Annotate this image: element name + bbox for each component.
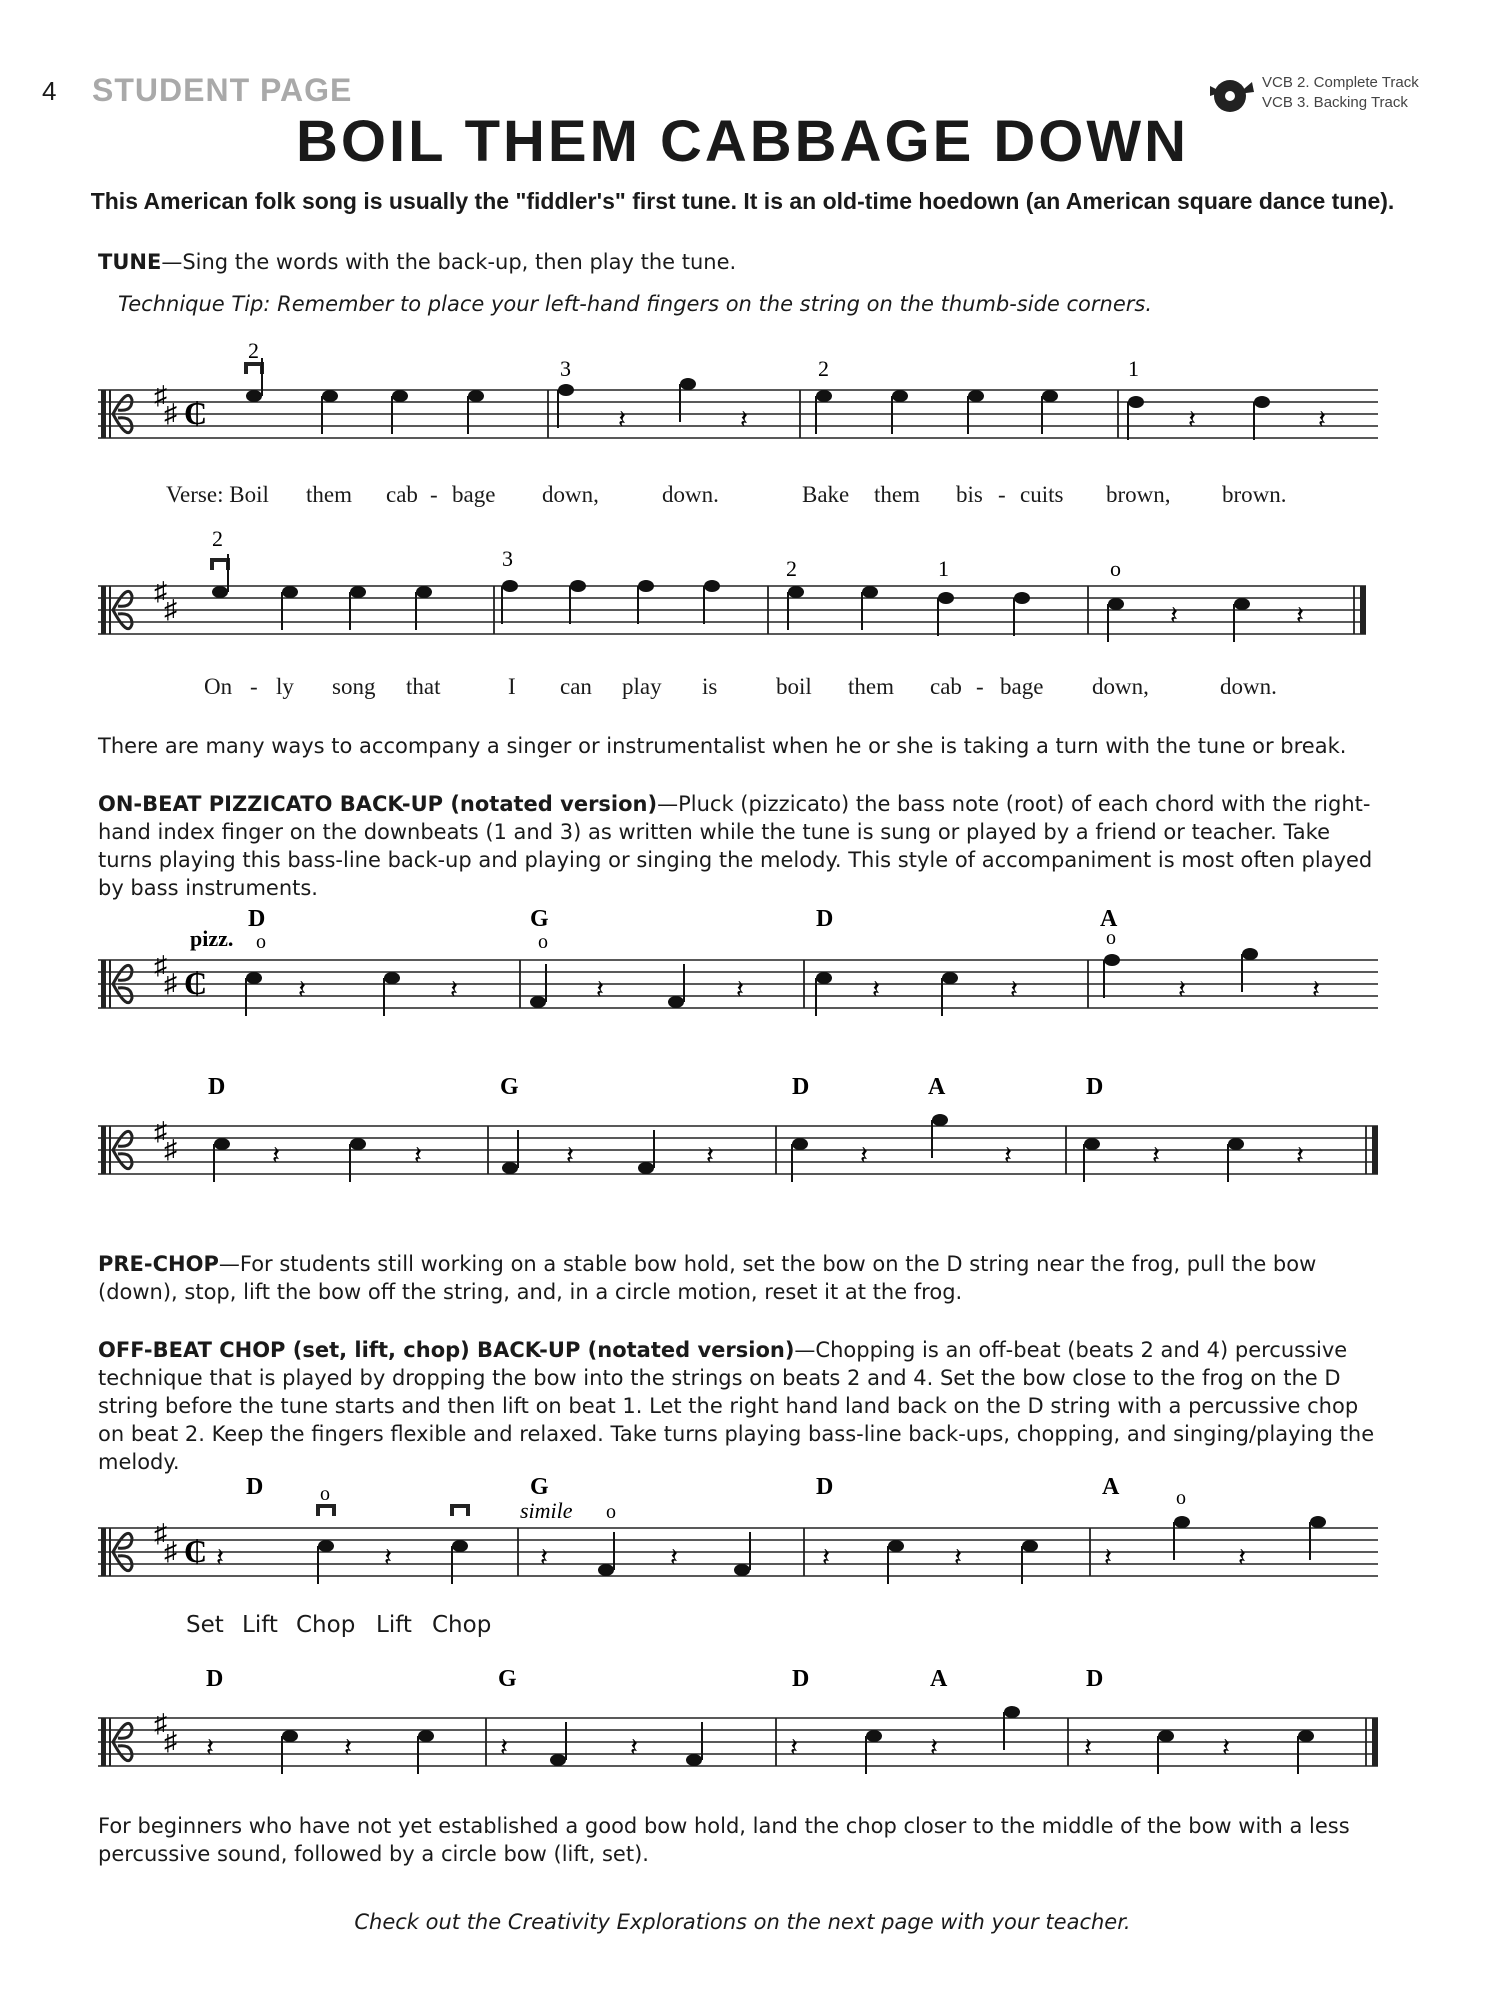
chop-word: Chop	[432, 1612, 492, 1638]
open-string-mark: o	[1106, 927, 1116, 949]
downbow-mark	[246, 364, 262, 374]
lyric-word: boil	[776, 674, 812, 699]
open-string-mark: o	[606, 1501, 616, 1523]
staff-5	[0, 1468, 1485, 1608]
svg-text:𝄽: 𝄽	[872, 975, 880, 1004]
staff-3	[0, 900, 1485, 1040]
staff-2	[0, 526, 1485, 666]
svg-text:𝄽: 𝄽	[1312, 975, 1320, 1004]
svg-text:𝄽: 𝄽	[736, 975, 744, 1004]
chord-symbol: G	[530, 906, 549, 932]
svg-text:𝄽: 𝄽	[450, 975, 458, 1004]
notes	[246, 948, 1320, 1016]
svg-text:𝄽: 𝄽	[540, 1543, 548, 1572]
lyric-word: bage	[1000, 674, 1044, 699]
pizz-marking: pizz.	[190, 926, 234, 951]
fingering-mark: 3	[502, 546, 513, 571]
svg-text:♯: ♯	[164, 1135, 177, 1164]
svg-text:𝄽: 𝄽	[954, 1543, 962, 1572]
fingering-mark: 2	[248, 338, 259, 363]
open-string-mark: o	[538, 931, 548, 953]
open-string-mark: o	[256, 931, 266, 953]
svg-text:♯: ♯	[164, 1537, 177, 1566]
downbow-mark	[318, 1506, 334, 1516]
lyric-word: cab	[386, 482, 418, 507]
chord-symbol: G	[498, 1666, 517, 1692]
staff-4	[0, 1066, 1485, 1206]
svg-text:𝄽: 𝄽	[860, 1141, 868, 1170]
svg-text:𝄽: 𝄽	[216, 1543, 224, 1572]
section-label: STUDENT PAGE	[92, 72, 353, 108]
svg-text:𝄽: 𝄽	[1084, 1733, 1092, 1762]
svg-text:𝄽: 𝄽	[1178, 975, 1186, 1004]
svg-text:𝄽: 𝄽	[1104, 1543, 1112, 1572]
downbow-mark	[212, 560, 228, 570]
svg-text:♯: ♯	[164, 399, 177, 428]
downbow-mark	[452, 1506, 468, 1516]
chord-symbol: A	[1102, 1474, 1120, 1500]
svg-text:𝄽: 𝄽	[930, 1733, 938, 1762]
lyric-word: is	[702, 674, 718, 699]
svg-text:𝄽: 𝄽	[1152, 1141, 1160, 1170]
fingering-mark: 1	[1128, 356, 1139, 381]
notes	[216, 1516, 1326, 1584]
lyric-word: brown,	[1106, 482, 1171, 507]
svg-text:𝄽: 𝄽	[618, 405, 626, 434]
lyric-word: On	[204, 674, 233, 699]
lyric-word: them	[874, 482, 920, 507]
lyric-word: cuits	[1020, 482, 1064, 507]
chop-word: Set	[186, 1612, 224, 1638]
svg-text:♯: ♯	[154, 1519, 167, 1548]
svg-text:₵: ₵	[184, 1533, 208, 1569]
chord-symbol: A	[1100, 906, 1118, 932]
fingering-mark: 2	[212, 526, 223, 551]
lyric-word: cab	[930, 674, 962, 699]
lyric-word: Bake	[802, 482, 850, 507]
key-signature	[154, 381, 177, 428]
chop-text: —Chopping is an off-beat (beats 2 and 4) percussive technique that is played by dropping the bow into the strings on beats 2 and 4. Set the bow close to the frog on the D string before the tune starts and then lift on beat 1. Let the right hand land back on the D string with a percussive chop on beat 2. Keep the fingers flexible and relaxed. Take turns playing bass-line back-ups, chopping, and singing/playing the melody.	[98, 1338, 1375, 1474]
lyric-word: brown.	[1222, 482, 1287, 507]
chord-symbol: D	[792, 1074, 810, 1100]
notes	[206, 1706, 1314, 1774]
lyric-word: down,	[1092, 674, 1149, 699]
tune-heading: TUNE	[98, 250, 162, 274]
staff-1	[0, 330, 1485, 470]
svg-text:♯: ♯	[154, 1117, 167, 1146]
svg-text:♯: ♯	[154, 951, 167, 980]
simile-marking: simile	[520, 1498, 573, 1523]
chord-symbol: D	[246, 1474, 264, 1500]
pizz-text: —Pluck (pizzicato) the bass note (root) of each chord with the right-hand index finger on the downbeats (1 and 3) as written while the tune is sung or played by a friend or teacher. Take turns playing this bass-line back-up and playing or singing the melody. This style of accompaniment is most often played by bass instruments.	[98, 792, 1373, 900]
svg-text:𝄽: 𝄽	[630, 1733, 638, 1762]
staff-6	[0, 1658, 1485, 1798]
lyric-word: song	[332, 674, 376, 699]
chord-symbol: A	[930, 1666, 948, 1692]
chord-symbol: A	[928, 1074, 946, 1100]
notes	[246, 358, 1326, 440]
pizz-paragraph	[98, 790, 1384, 902]
chop-word: Lift	[376, 1612, 412, 1638]
svg-text:𝄽: 𝄽	[1170, 601, 1178, 630]
chord-symbol: D	[248, 906, 266, 932]
lyric-word: down.	[1220, 674, 1277, 699]
svg-text:𝄽: 𝄽	[790, 1733, 798, 1762]
svg-text:𝄽: 𝄽	[1010, 975, 1018, 1004]
svg-text:𝄽: 𝄽	[1296, 1141, 1304, 1170]
staff-lines	[98, 1126, 1378, 1174]
open-string-mark: o	[320, 1483, 330, 1505]
svg-text:♯: ♯	[164, 969, 177, 998]
chord-symbol: D	[208, 1074, 226, 1100]
svg-text:₵: ₵	[184, 965, 208, 1001]
svg-text:𝄽: 𝄽	[1296, 601, 1304, 630]
svg-text:𝄽: 𝄽	[1222, 1733, 1230, 1762]
prechop-text: —For students still working on a stable bow hold, set the bow on the D string near the frog, pull the bow (down), stop, lift the bow off the string, and, in a circle motion, reset it at the frog.	[98, 1252, 1317, 1304]
svg-text:₵: ₵	[184, 395, 208, 431]
lyric-word: bis	[956, 482, 983, 507]
key-signature	[154, 951, 177, 998]
svg-text:𝄽: 𝄽	[206, 1733, 214, 1762]
key-signature	[154, 577, 177, 624]
chord-symbol: D	[792, 1666, 810, 1692]
beginners-note: For beginners who have not yet established a good bow hold, land the chop closer to the middle of the bow with a less percussive sound, followed by a circle bow (lift, set).	[98, 1814, 1350, 1866]
svg-text:𝄽: 𝄽	[344, 1733, 352, 1762]
svg-text:♯: ♯	[154, 577, 167, 606]
svg-text:𝄽: 𝄽	[740, 405, 748, 434]
tune-paragraph	[98, 248, 1384, 276]
break-intro: There are many ways to accompany a singer or instrumentalist when he or she is taking a turn with the tune or break.	[98, 734, 1347, 758]
pizz-heading: ON-BEAT PIZZICATO BACK-UP (notated version)	[98, 792, 658, 816]
chord-symbol: D	[816, 1474, 834, 1500]
lyric-word: can	[560, 674, 592, 699]
tune-text: —Sing the words with the back-up, then play the tune.	[161, 250, 737, 274]
svg-text:𝄽: 𝄽	[596, 975, 604, 1004]
svg-text:𝄽: 𝄽	[298, 975, 306, 1004]
chop-paragraph	[98, 1336, 1384, 1476]
lyric-word: I	[508, 674, 516, 699]
footer-note: Check out the Creativity Explorations on the next page with your teacher.	[354, 1910, 1131, 1934]
svg-text:𝄽: 𝄽	[706, 1141, 714, 1170]
svg-text:𝄽: 𝄽	[414, 1141, 422, 1170]
lyric-word: play	[622, 674, 662, 699]
track-complete: VCB 2. Complete Track	[1262, 74, 1419, 91]
lyric-word: -	[430, 482, 438, 507]
chord-symbol: G	[500, 1074, 519, 1100]
svg-text:𝄽: 𝄽	[1238, 1543, 1246, 1572]
key-signature	[154, 1709, 177, 1756]
svg-text:𝄽: 𝄽	[500, 1733, 508, 1762]
lyric-word: down,	[542, 482, 599, 507]
chop-heading: OFF-BEAT CHOP (set, lift, chop) BACK-UP (notated version)	[98, 1338, 795, 1362]
svg-text:𝄽: 𝄽	[1004, 1141, 1012, 1170]
chop-words	[0, 1612, 1485, 1642]
lyric-word: ly	[276, 674, 294, 699]
fingering-mark: 2	[818, 356, 829, 381]
fingering-mark: o	[1110, 556, 1121, 581]
lyric-word: them	[306, 482, 352, 507]
prechop-paragraph	[98, 1250, 1384, 1306]
lyric-word: -	[998, 482, 1006, 507]
fingering-mark: 2	[786, 556, 797, 581]
svg-text:♯: ♯	[164, 1727, 177, 1756]
key-signature	[154, 1117, 177, 1164]
time-signature	[184, 1533, 207, 1569]
svg-text:𝄽: 𝄽	[384, 1543, 392, 1572]
song-title: BOIL THEM CABBAGE DOWN	[295, 109, 1189, 174]
prechop-heading: PRE-CHOP	[98, 1252, 219, 1276]
svg-text:𝄽: 𝄽	[1188, 405, 1196, 434]
track-backing: VCB 3. Backing Track	[1262, 94, 1408, 111]
page-number: 4	[42, 76, 57, 106]
lyric-word: -	[976, 674, 984, 699]
fingering-mark: 3	[560, 356, 571, 381]
svg-text:♯: ♯	[164, 595, 177, 624]
svg-text:𝄽: 𝄽	[822, 1543, 830, 1572]
lyric-word: that	[406, 674, 441, 699]
lyric-word: them	[848, 674, 894, 699]
song-subtitle: This American folk song is usually the "fiddler's" first tune. It is an old-time hoedown (an American square dance tune).	[90, 188, 1395, 214]
chord-symbol: G	[530, 1474, 549, 1500]
svg-text:𝄽: 𝄽	[272, 1141, 280, 1170]
chord-symbol: D	[1086, 1666, 1104, 1692]
chord-symbol: D	[1086, 1074, 1104, 1100]
chord-symbol: D	[816, 906, 834, 932]
fingering-mark: 1	[938, 556, 949, 581]
lyric-word: bage	[452, 482, 496, 507]
chord-symbol: D	[206, 1666, 224, 1692]
time-signature	[184, 395, 207, 431]
chop-word: Lift	[242, 1612, 278, 1638]
lyric-word: Verse: Boil	[166, 482, 269, 507]
technique-tip: Technique Tip: Remember to place your left-hand fingers on the string on the thumb-side corners.	[118, 292, 1153, 316]
lyrics-line-2	[0, 674, 1485, 704]
notes	[214, 1114, 1304, 1182]
svg-text:♯: ♯	[154, 381, 167, 410]
lyrics-line-1	[0, 482, 1485, 512]
lyric-word: down.	[662, 482, 719, 507]
chop-word: Chop	[296, 1612, 356, 1638]
time-signature	[184, 965, 207, 1001]
svg-text:𝄽: 𝄽	[1318, 405, 1326, 434]
staff-lines	[98, 390, 1378, 438]
key-signature	[154, 1519, 177, 1566]
open-string-mark: o	[1176, 1487, 1186, 1509]
svg-text:𝄽: 𝄽	[670, 1543, 678, 1572]
svg-text:𝄽: 𝄽	[566, 1141, 574, 1170]
svg-text:♯: ♯	[154, 1709, 167, 1738]
lyric-word: -	[250, 674, 258, 699]
